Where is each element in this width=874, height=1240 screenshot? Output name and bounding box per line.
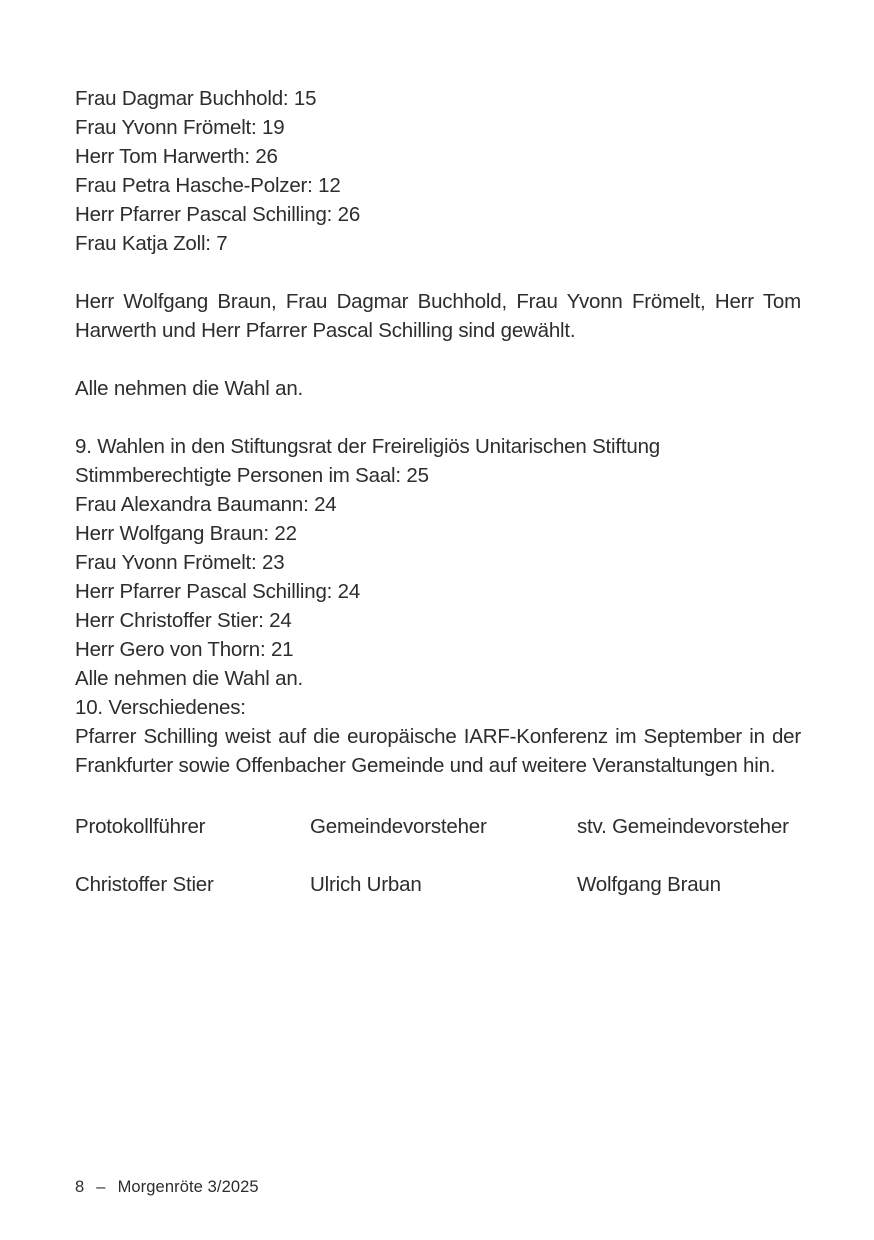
- vote-result-line: Frau Dagmar Buchhold: 15: [75, 87, 317, 110]
- vote-result-line: Herr Wolfgang Braun: 22: [75, 522, 297, 545]
- acceptance-statement: Alle nehmen die Wahl an.: [75, 377, 304, 400]
- section-10-paragraph: Pfarrer Schilling weist auf die europäische IARF-Konferenz im September in der Frankfurter sowie Offenbacher Gemeinde und auf weitere Veranstaltungen hin.: [75, 725, 801, 777]
- acceptance-statement: Alle nehmen die Wahl an.: [75, 667, 304, 690]
- vote-result-line: Frau Katja Zoll: 7: [75, 232, 228, 255]
- vote-result-line: Frau Yvonn Frömelt: 23: [75, 551, 285, 574]
- signature-role: stv. Gemeindevorsteher: [577, 815, 789, 838]
- vote-result-line: Frau Petra Hasche-Polzer: 12: [75, 174, 341, 197]
- section-9: [75, 432, 801, 693]
- elected-paragraph: Herr Wolfgang Braun, Frau Dagmar Buchhold, Frau Yvonn Frömelt, Herr Tom Harwerth und Herr Pfarrer Pascal Schilling sind gewählt.: [75, 290, 801, 342]
- page-number: 8: [75, 1178, 85, 1196]
- signature-name: Ulrich Urban: [310, 873, 422, 896]
- vote-result-line: Herr Pfarrer Pascal Schilling: 26: [75, 203, 361, 226]
- section-10: [75, 693, 801, 780]
- vote-result-line: Herr Pfarrer Pascal Schilling: 24: [75, 580, 361, 603]
- vote-result-line: Herr Tom Harwerth: 26: [75, 145, 278, 168]
- section-10-heading: 10. Verschiedenes:: [75, 696, 246, 719]
- vote-result-line: Frau Alexandra Baumann: 24: [75, 493, 337, 516]
- footer-separator: –: [96, 1178, 106, 1196]
- page-footer: [75, 1176, 259, 1198]
- section-9-heading: 9. Wahlen in den Stiftungsrat der Freireligiös Unitarischen Stiftung: [75, 435, 660, 458]
- vote-result-line: Frau Yvonn Frömelt: 19: [75, 116, 285, 139]
- vote-result-line: Herr Christoffer Stier: 24: [75, 609, 292, 632]
- body-text: [75, 84, 801, 899]
- signature-role: Protokollführer: [75, 815, 206, 838]
- signature-name: Christoffer Stier: [75, 873, 214, 896]
- signature-role: Gemeindevorsteher: [310, 815, 487, 838]
- publication-title: Morgenröte 3/2025: [117, 1178, 259, 1196]
- signature-name: Wolfgang Braun: [577, 873, 721, 896]
- vote-result-line: Herr Gero von Thorn: 21: [75, 638, 294, 661]
- eligible-voters-line: Stimmberechtigte Personen im Saal: 25: [75, 464, 429, 487]
- signature-block: [75, 812, 801, 899]
- election-8-results-list: [75, 84, 801, 258]
